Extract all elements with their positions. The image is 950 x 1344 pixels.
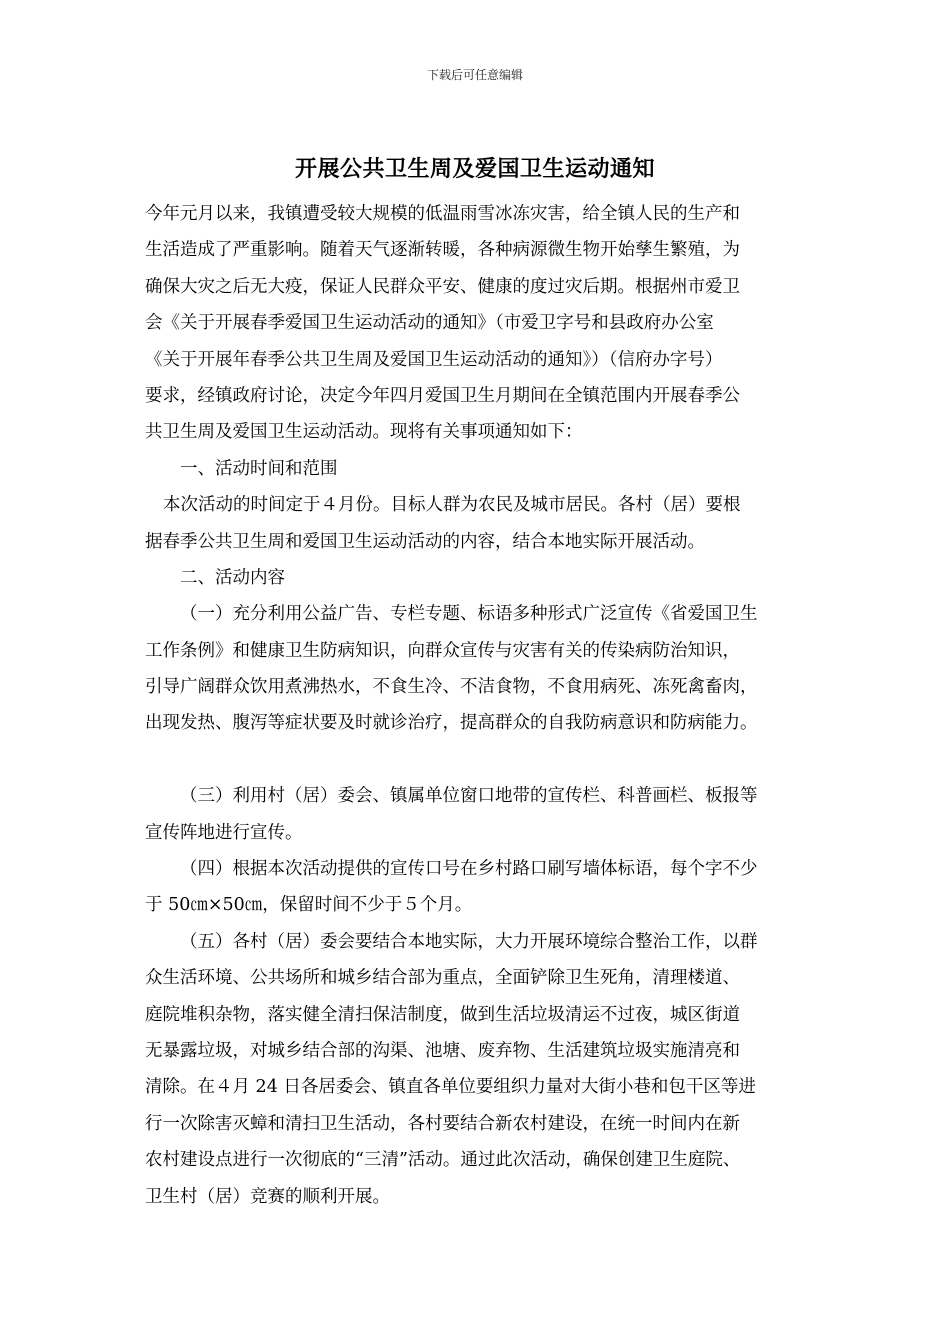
paragraph-line: 卫生村（居）竞赛的顺利开展。 [145, 1186, 390, 1207]
paragraph-line: 清除。在４月 24 日各居委会、镇直各单位要组织力量对大街小巷和包干区等进 [145, 1077, 756, 1098]
paragraph-line: 行一次除害灭蟑和清扫卫生活动，各村要结合新农村建设，在统一时间内在新 [145, 1113, 740, 1134]
paragraph-line: 农村建设点进行一次彻底的“三清”活动。通过此次活动，确保创建卫生庭院、 [145, 1150, 741, 1171]
section-heading: 一、活动时间和范围 [180, 458, 338, 479]
paragraph-line: （三）利用村（居）委会、镇属单位窗口地带的宣传栏、科普画栏、板报等 [180, 786, 758, 807]
header-note: 下载后可任意编辑 [426, 68, 523, 82]
paragraph-line: 众生活环境、公共场所和城乡结合部为重点，全面铲除卫生死角，清理楼道、 [145, 968, 740, 989]
paragraph-line: （一）充分利用公益广告、专栏专题、标语多种形式广泛宣传《省爱国卫生 [180, 604, 758, 625]
paragraph-line: 庭院堆积杂物，落实健全清扫保洁制度，做到生活垃圾清运不过夜，城区街道 [145, 1004, 740, 1025]
paragraph-line: 出现发热、腹泻等症状要及时就诊治疗，提高群众的自我防病意识和防病能力。 [145, 713, 758, 734]
page-title: 开展公共卫生周及爱国卫生运动通知 [294, 157, 655, 182]
paragraph-line: （五）各村（居）委会要结合本地实际，大力开展环境综合整治工作，以群 [180, 931, 758, 952]
paragraph-line: 今年元月以来，我镇遭受较大规模的低温雨雪冰冻灾害，给全镇人民的生产和 [145, 204, 740, 224]
paragraph-line: 确保大灾之后无大疫，保证人民群众平安、健康的度过灾后期。根据州市爱卫 [145, 276, 740, 297]
paragraph-line: 会《关于开展春季爱国卫生运动活动的通知》（市爱卫字号和县政府办公室 [145, 313, 714, 334]
paragraph-line: 共卫生周及爱国卫生运动活动。现将有关事项通知如下： [145, 422, 583, 443]
paragraph-line: 《关于开展年春季公共卫生周及爱国卫生运动活动的通知》）（信府办字号） [145, 349, 723, 370]
blank-line [145, 742, 825, 778]
paragraph-line: （四）根据本次活动提供的宣传口号在乡村路口刷写墙体标语，每个字不少 [180, 859, 758, 880]
paragraph-line: 工作条例》和健康卫生防病知识，向群众宣传与灾害有关的传染病防治知识， [145, 640, 740, 661]
paragraph-line: 引导广阔群众饮用煮沸热水，不食生冷、不洁食物，不食用病死、冻死禽畜肉， [145, 677, 758, 698]
paragraph-line: 宣传阵地进行宣传。 [145, 822, 303, 843]
document-body [145, 196, 825, 1215]
paragraph-line: 生活造成了严重影响。随着天气逐渐转暖，各种病源微生物开始孳生繁殖，为 [145, 240, 740, 261]
paragraph-line: 据春季公共卫生周和爱国卫生运动活动的内容，结合本地实际开展活动。 [145, 531, 705, 552]
section-heading: 二、活动内容 [180, 567, 285, 588]
paragraph-line: 于 50㎝×50㎝，保留时间不少于５个月。 [145, 895, 473, 916]
paragraph-line: 本次活动的时间定于４月份。目标人群为农民及城市居民。各村（居）要根 [163, 495, 741, 516]
paragraph-line: 无暴露垃圾，对城乡结合部的沟渠、池塘、废弃物、生活建筑垃圾实施清亮和 [145, 1040, 740, 1061]
paragraph-line: 要求，经镇政府讨论，决定今年四月爱国卫生月期间在全镇范围内开展春季公 [145, 385, 740, 406]
